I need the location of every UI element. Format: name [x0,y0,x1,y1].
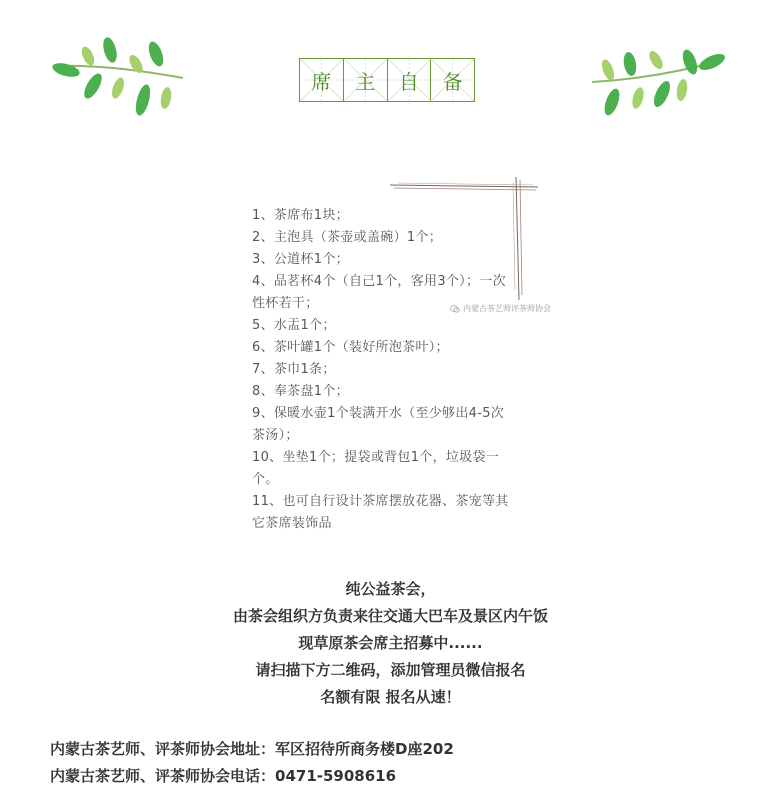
notice-line: 由茶会组织方负责来往交通大巴车及景区内午饭 [232,607,548,625]
list-item: 2、主泡具（茶壶或盖碗）1个； [252,230,443,245]
list-item: 10、坐垫1个；提袋或背包1个，垃圾袋一个。 [252,450,500,487]
leaf-branch-right-icon [590,42,730,122]
title-cell [344,59,388,101]
leaf-branch-left-icon [48,36,188,126]
list-item: 7、茶巾1条； [252,362,336,377]
title-cell [300,59,344,101]
title-char: 席 [311,69,332,94]
list-item: 9、保暖水壶1个装满开水（至少够出4-5次茶汤）； [252,406,505,443]
title-cell [388,59,432,101]
list-item: 3、公道杯1个； [252,252,349,267]
list-item: 5、水盂1个； [252,318,336,333]
contact-phone: 内蒙古茶艺师、评茶师协会电话：0471-5908616 [50,767,397,785]
list-item: 4、品茗杯4个（自己1个，客用3个）；一次性杯若干； [252,274,506,311]
list-item: 8、奉茶盘1个； [252,384,349,399]
notice-line: 请扫描下方二维码，添加管理员微信报名 [255,661,526,679]
list-item: 1、茶席布1块； [252,208,349,223]
section-title [299,58,475,102]
notice-line: 现草原茶会席主招募中...... [298,634,483,652]
notice-line: 纯公益茶会， [345,580,436,598]
title-char: 备 [442,69,463,94]
list-item: 11、也可自行设计茶席摆放花器、茶宠等其它茶席装饰品 [252,494,509,531]
title-cell [431,59,474,101]
contact-info [50,736,454,790]
title-char: 自 [398,69,419,94]
list-item: 6、茶叶罐1个（装好所泡茶叶）； [252,340,449,355]
title-char: 主 [355,69,376,94]
notice-block [0,576,781,711]
contact-address: 内蒙古茶艺师、评茶师协会地址：军区招待所商务楼D座202 [50,740,454,758]
notice-line: 名额有限 报名从速！ [320,688,461,706]
item-list [252,205,510,535]
watermark-text: 内蒙古茶艺师评茶师协会 [463,304,551,313]
